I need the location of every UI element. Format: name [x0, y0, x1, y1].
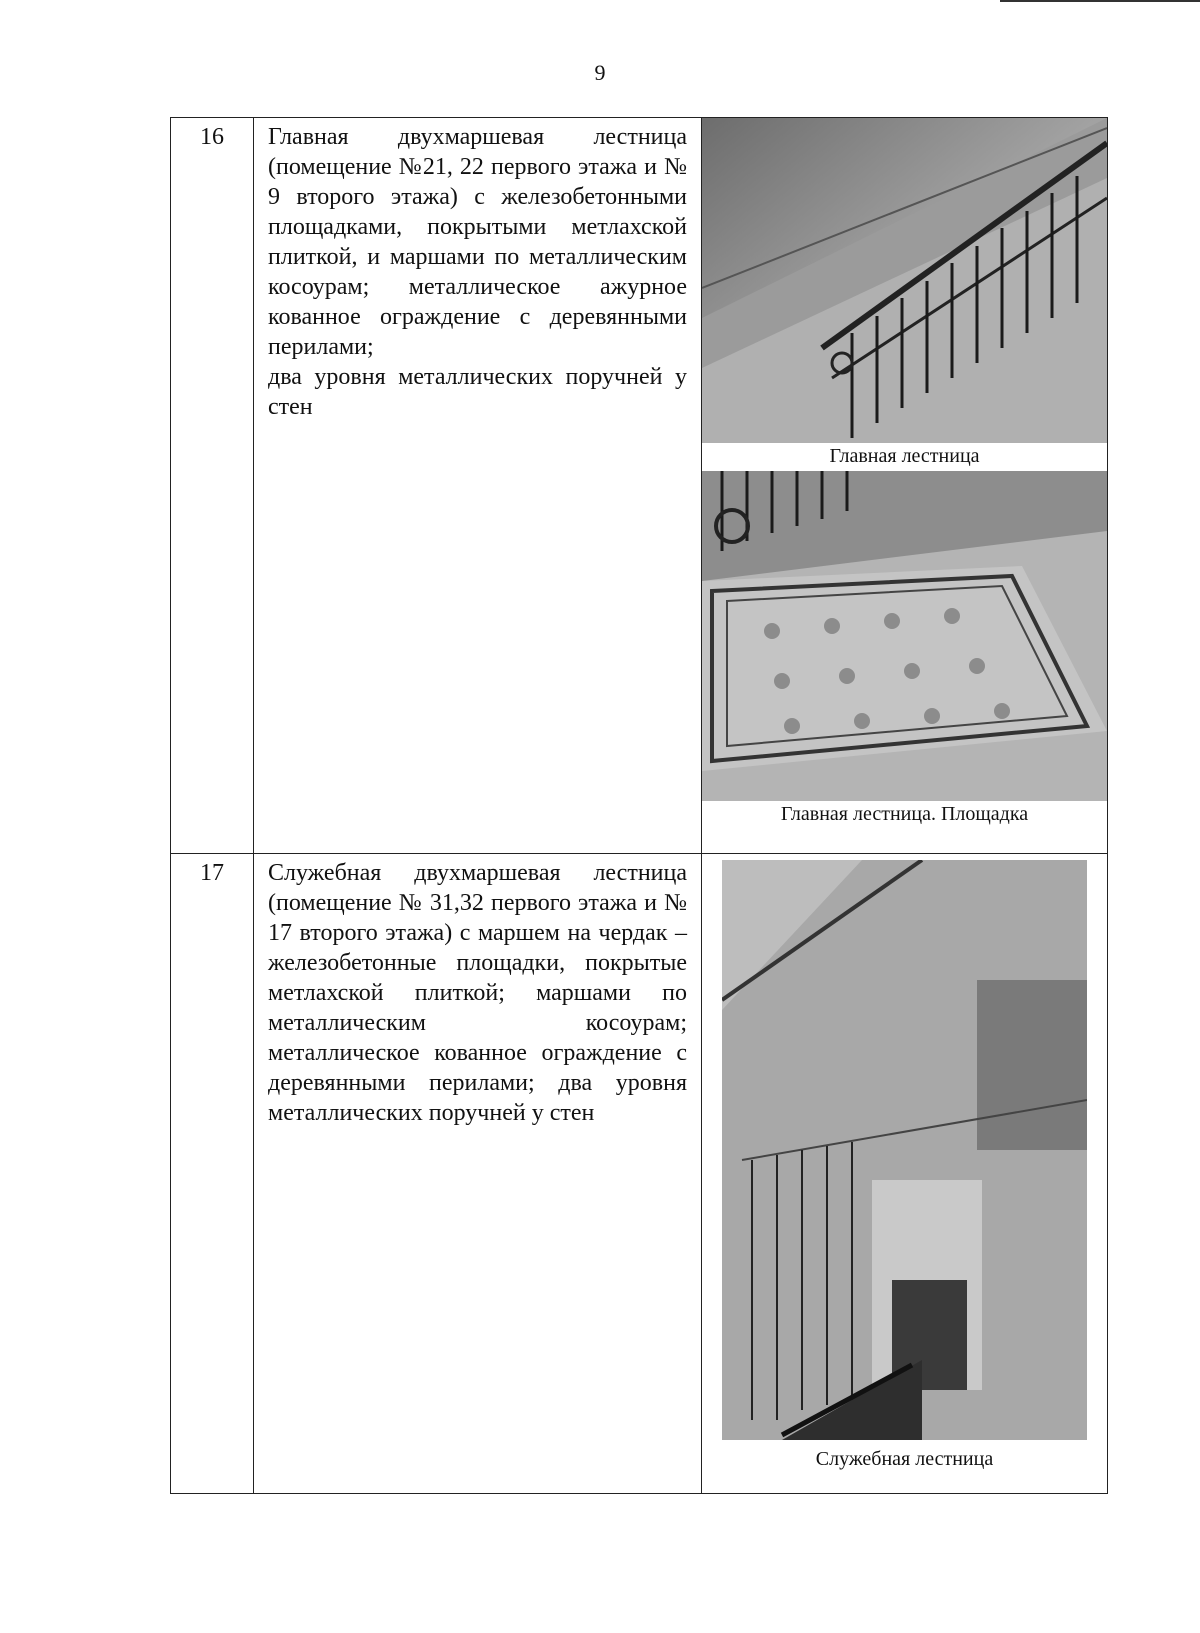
row-number: 16: [171, 118, 254, 854]
staircase-table: [170, 117, 1108, 1494]
photo-caption: Служебная лестница: [815, 1448, 994, 1470]
photo-service-staircase: [722, 860, 1087, 1440]
page-number: 9: [594, 60, 606, 85]
description-extra-text: два уровня металлических поручней у стен: [268, 364, 687, 420]
row-description-cell: [254, 854, 702, 1494]
photo-main-staircase-landing: [702, 471, 1107, 801]
top-rule: [1000, 0, 1200, 2]
photo-caption: Главная лестница: [829, 445, 980, 467]
row-number: 17: [171, 854, 254, 1494]
table-row: [171, 118, 1108, 854]
row-description: [254, 118, 701, 422]
photo-main-staircase: [702, 118, 1107, 443]
row-description-cell: [254, 118, 702, 854]
table-row: [171, 854, 1108, 1494]
description-text: Главная двухмаршевая лестница (помещение №21, 22 первого этажа и № 9 второго этажа) с железобетонными площадками, покрытыми метлахской плиткой, и маршами по металлическим косоурам; металлическое ажурное кованное ограждение с деревянными перилами;: [268, 124, 687, 360]
row-photos-cell: [702, 854, 1108, 1494]
row-description: Служебная двухмаршевая лестница (помещение № 31,32 первого этажа и № 17 второго этажа) с маршем на чердак – железобетонные площадки, покрытые метлахской плиткой; маршами по металлическим косоурам; металлическое кованное ограждение с деревянными перилами; два уровня металлических поручней у стен: [268, 860, 687, 1126]
row-photos-cell: [702, 118, 1108, 854]
photo-caption: Главная лестница. Площадка: [780, 803, 1029, 825]
